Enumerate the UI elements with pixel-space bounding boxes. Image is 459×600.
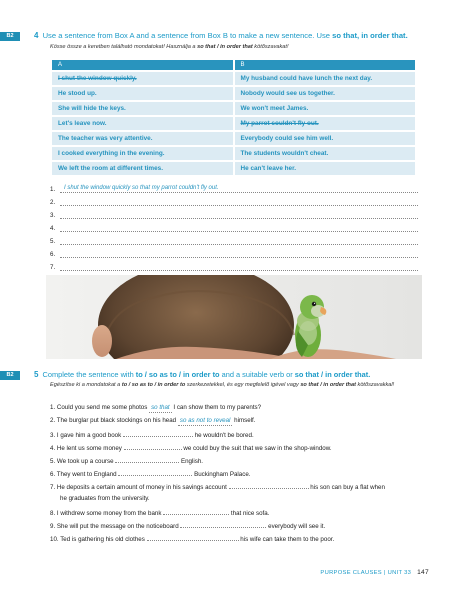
sentence-end: his wife can take them to the poor.: [240, 536, 335, 543]
page-footer: [320, 569, 429, 576]
sentence-item: [50, 508, 445, 518]
sentence-end: English.: [180, 458, 203, 465]
answer-fill[interactable]: [60, 236, 418, 245]
sentence-item: [50, 417, 445, 426]
box-b-sentence: Everybody could see him well.: [235, 132, 416, 145]
level-tag: B2: [0, 32, 20, 41]
subtitle-end: kötőszavakkal!: [357, 382, 395, 388]
answer-line[interactable]: [50, 180, 418, 193]
sentence-end: we could buy the suit that we saw in the shop-window.: [183, 445, 332, 452]
table-row: [52, 102, 415, 115]
box-b-header: B: [235, 60, 416, 70]
footer-separator: |: [383, 570, 388, 576]
exercise-number: 4: [34, 31, 39, 40]
box-b-sentence: Nobody would see us together.: [235, 87, 416, 100]
answer-blank[interactable]: [118, 469, 192, 476]
answer-line[interactable]: [50, 245, 418, 258]
sentence-start: 9. She will put the message on the noticeboard: [50, 523, 179, 530]
box-b-sentence: The students wouldn't cheat.: [235, 147, 416, 160]
subtitle-end: kötőszavakat!: [254, 44, 289, 50]
answer-blank[interactable]: [229, 482, 309, 489]
answer-line[interactable]: [50, 258, 418, 271]
subtitle-text: szerkezetekkel, és egy megfelelő igével vagy: [186, 382, 299, 388]
table-row: [52, 117, 415, 130]
answer-fill[interactable]: [60, 210, 418, 219]
level-tag: B2: [0, 371, 20, 380]
section-name: PURPOSE CLAUSES: [320, 570, 382, 576]
answer-fill[interactable]: [60, 262, 418, 271]
sentence-start: he graduates from the university.: [60, 495, 150, 502]
answer-line[interactable]: [50, 206, 418, 219]
answer-fill[interactable]: [60, 249, 418, 258]
sentence-item: [50, 443, 445, 453]
subtitle-text: Egészítse ki a mondatokat a: [50, 382, 121, 388]
exercise-number: 5: [34, 370, 39, 379]
instruction-text: Complete the sentence with: [42, 370, 134, 379]
sentence-start: 4. He lent us some money: [50, 445, 122, 452]
exercise-5-subtitle: [50, 381, 442, 389]
answer-blank[interactable]: so as not to reveal: [179, 417, 231, 424]
sentence-item: [50, 456, 445, 466]
answer-blank[interactable]: [123, 430, 193, 437]
subtitle-keywords: to / so as to / in order to: [121, 382, 186, 388]
box-a-sentence: Let's leave now.: [52, 117, 233, 130]
subtitle-keywords: so that / in order that: [300, 382, 356, 388]
line-number: 7.: [50, 264, 56, 271]
answer-blank[interactable]: [180, 521, 266, 528]
sentence-item: [50, 469, 445, 479]
page-number: 147: [417, 569, 429, 576]
answer-blank[interactable]: [124, 443, 182, 450]
answer-blank[interactable]: [147, 534, 239, 541]
table-row: [52, 162, 415, 175]
box-a-sentence: The teacher was very attentive.: [52, 132, 233, 145]
answer-line[interactable]: [50, 219, 418, 232]
sentence-end: himself.: [234, 417, 256, 424]
sentence-end: everybody will see it.: [268, 523, 326, 530]
sentence-start: 7. He deposits a certain amount of money in his savings account: [50, 484, 227, 491]
exercise-5-title: [34, 370, 446, 380]
sentence-end: Buckingham Palace.: [194, 471, 251, 478]
sentence-item: [50, 534, 445, 544]
line-number: 1.: [50, 186, 56, 193]
table-row: [52, 87, 415, 100]
instruction-keywords: to / so as to / in order to: [135, 370, 220, 379]
table-row: [52, 72, 415, 85]
line-number: 4.: [50, 225, 56, 232]
box-a-sentence: I shut the window quickly.: [52, 72, 233, 85]
line-number: 5.: [50, 238, 56, 245]
photo-man-with-parrot: [46, 275, 422, 359]
parrot-illustration: [46, 275, 422, 359]
sentence-start: 8. I withdrew some money from the bank: [50, 510, 162, 517]
box-a-sentence: He stood up.: [52, 87, 233, 100]
line-number: 2.: [50, 199, 56, 206]
answer-blank[interactable]: [115, 456, 179, 463]
subtitle-text: Kösse össze a keretben található mondatokat! Használja a: [50, 44, 196, 50]
answer-line[interactable]: [50, 232, 418, 245]
subtitle-keywords: so that / in order that: [197, 44, 253, 50]
sentence-end: he wouldn't be bored.: [194, 432, 254, 439]
box-a-sentence: I cooked everything in the evening.: [52, 147, 233, 160]
box-b-sentence: We won't meet James.: [235, 102, 416, 115]
sentence-end: that nice sofa.: [230, 510, 270, 517]
sentence-start: 10. Ted is gathering his old clothes: [50, 536, 145, 543]
instruction-keywords: so that / in order that.: [294, 370, 371, 379]
answer-fill[interactable]: [60, 197, 418, 206]
sentence-item: [50, 482, 445, 492]
sentence-end: his son can buy a flat when: [310, 484, 385, 491]
box-b-sentence: My parrot couldn't fly out.: [235, 117, 416, 130]
table-header-row: [52, 60, 415, 70]
box-b-sentence: My husband could have lunch the next day.: [235, 72, 416, 85]
answer-fill[interactable]: [60, 223, 418, 232]
sentence-item: [50, 404, 445, 413]
box-a-sentence: She will hide the keys.: [52, 102, 233, 115]
unit-label: UNIT 33: [387, 570, 412, 576]
sentence-item: [50, 521, 445, 531]
sentence-item: [50, 430, 445, 440]
answer-line[interactable]: [50, 193, 418, 206]
table-row: [52, 132, 415, 145]
instruction-keywords: so that, in order that.: [332, 31, 408, 40]
answer-blank[interactable]: so that: [151, 404, 170, 411]
sentence-start: 5. We took up a course: [50, 458, 114, 465]
box-b-sentence: He can't leave her.: [235, 162, 416, 175]
sentence-boxes-table: [50, 58, 417, 177]
sentence-end: I can show them to my parents?: [173, 404, 262, 411]
answer-fill[interactable]: I shut the window quickly so that my parrot couldn't fly out.: [60, 184, 418, 193]
exercise-4-title: [34, 31, 446, 41]
sentence-item: [60, 495, 455, 503]
instruction-text: Use a sentence from Box A and a sentence from Box B to make a new sentence. Use: [42, 31, 331, 40]
sentence-start: 2. The burglar put black stockings on his head: [50, 417, 177, 424]
line-number: 6.: [50, 251, 56, 258]
instruction-text: and a suitable verb or: [221, 370, 293, 379]
sentence-start: 3. I gave him a good book: [50, 432, 122, 439]
line-number: 3.: [50, 212, 56, 219]
box-a-header: A: [52, 60, 233, 70]
exercise-4-subtitle: [50, 43, 442, 51]
answer-blank[interactable]: [163, 508, 229, 515]
sentence-start: 6. They went to England: [50, 471, 117, 478]
table-row: [52, 147, 415, 160]
box-a-sentence: We left the room at different times.: [52, 162, 233, 175]
sentence-start: 1. Could you send me some photos: [50, 404, 148, 411]
answer-lines: [50, 180, 418, 271]
